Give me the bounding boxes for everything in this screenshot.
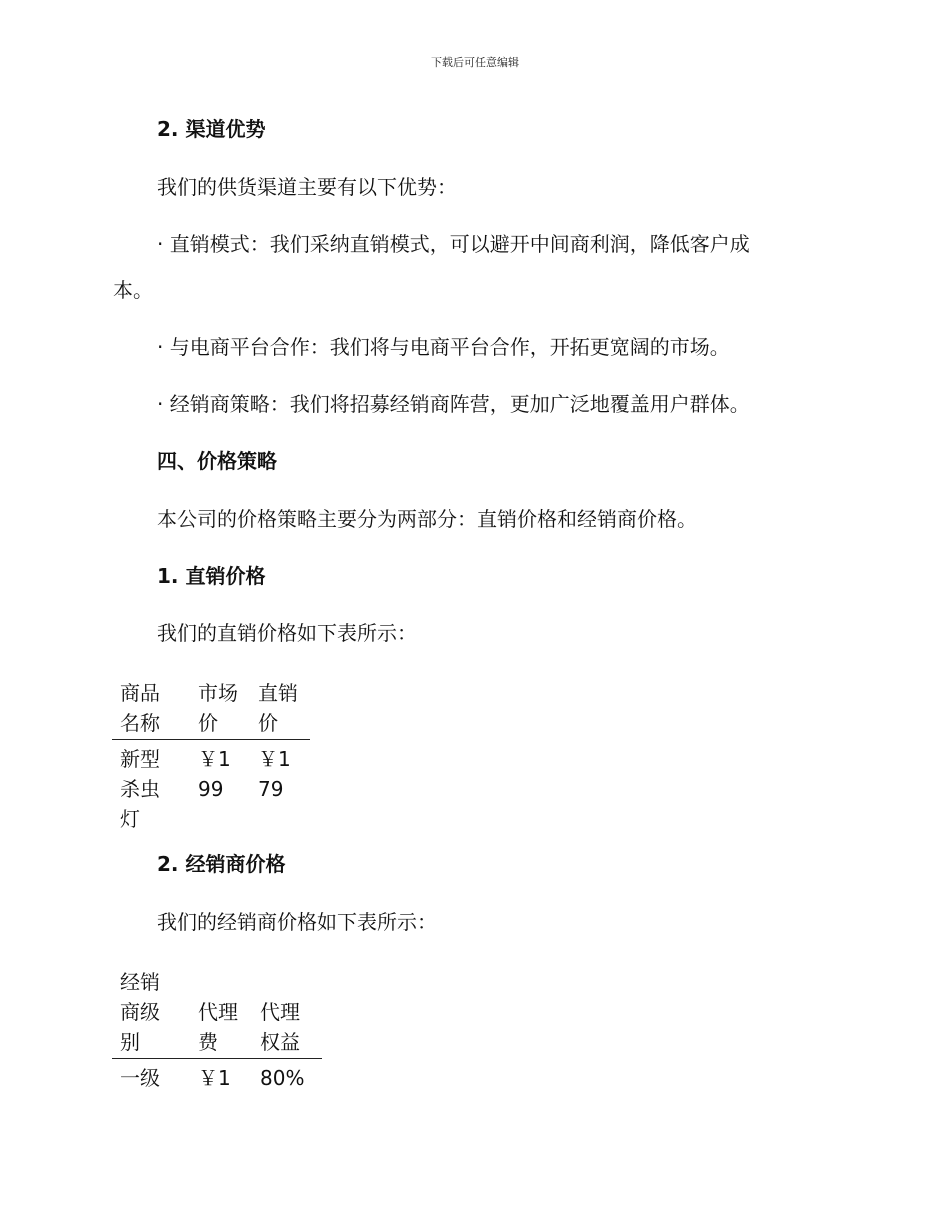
table-header-cell: 代理 权益 <box>252 967 322 1059</box>
dealer-price-intro: 我们的经销商价格如下表所示： <box>157 910 437 934</box>
table-cell: 80% <box>260 1066 305 1090</box>
table-row <box>112 740 310 835</box>
table-header-cell: 代理 费 <box>190 967 252 1059</box>
bullet-direct-sales-line2: 本。 <box>113 278 153 302</box>
table-header-cell: 经销 商级 别 <box>112 967 190 1059</box>
dealer-price-table <box>112 967 322 1093</box>
table-cell: 一级 <box>120 1066 160 1090</box>
table-cell: ￥1 99 <box>198 747 231 801</box>
channel-advantage-heading: 2. 渠道优势 <box>157 117 266 141</box>
dealer-price-heading: 2. 经销商价格 <box>157 852 286 876</box>
direct-price-heading: 1. 直销价格 <box>157 564 266 588</box>
table-header-cell: 市场 价 <box>190 678 250 740</box>
bullet-direct-sales-line1: · 直销模式：我们采纳直销模式，可以避开中间商利润，降低客户成 <box>157 232 750 256</box>
table-cell: 新型 杀虫 灯 <box>120 747 160 831</box>
header-note: 下载后可任意编辑 <box>431 56 519 69</box>
section4-intro-text: 本公司的价格策略主要分为两部分：直销价格和经销商价格。 <box>157 507 697 531</box>
bullet-ecommerce: · 与电商平台合作：我们将与电商平台合作，开拓更宽阔的市场。 <box>157 335 730 359</box>
channel-intro-text: 我们的供货渠道主要有以下优势： <box>157 175 457 199</box>
table-header-row <box>112 967 322 1059</box>
table-header-row <box>112 678 310 740</box>
direct-price-intro: 我们的直销价格如下表所示： <box>157 621 417 645</box>
table-cell: ￥1 79 <box>258 747 291 801</box>
table-cell: ￥1 <box>198 1066 231 1090</box>
table-header-cell: 直销 价 <box>250 678 310 740</box>
table-row <box>112 1059 322 1094</box>
bullet-dealer-strategy: · 经销商策略：我们将招募经销商阵营，更加广泛地覆盖用户群体。 <box>157 392 750 416</box>
section4-heading: 四、价格策略 <box>157 449 277 473</box>
table-header-cell: 商品 名称 <box>112 678 190 740</box>
direct-price-table <box>112 678 310 834</box>
